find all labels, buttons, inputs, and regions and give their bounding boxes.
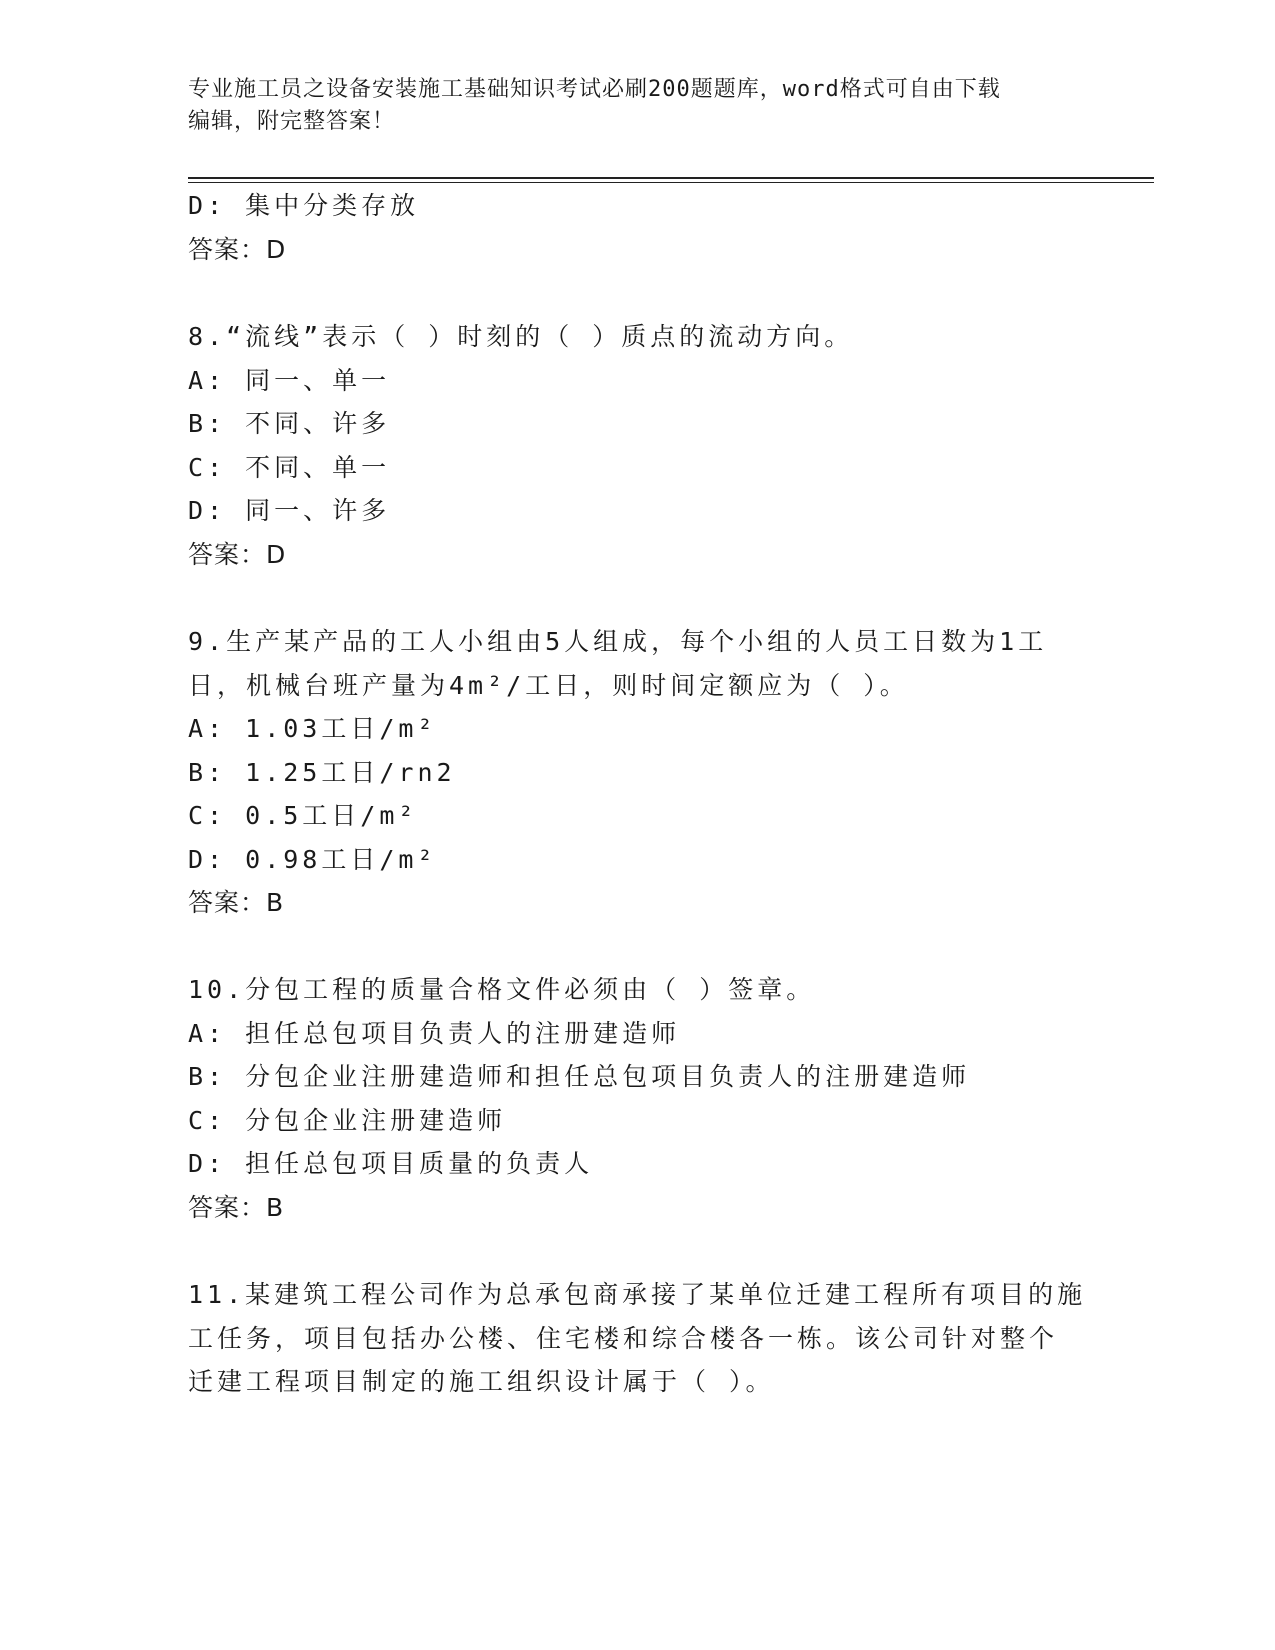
q8-stem: 8.“流线”表示（ ）时刻的（ ）质点的流动方向。 (188, 322, 854, 351)
q10-option-d: D: 担任总包项目质量的负责人 (188, 1149, 594, 1178)
q9-option-c: C: 0.5工日/m² (188, 801, 418, 830)
q10-stem: 10.分包工程的质量合格文件必须由（ ）签章。 (188, 975, 816, 1004)
q10-option-a: A: 担任总包项目负责人的注册建造师 (188, 1019, 681, 1048)
q9-option-d: D: 0.98工日/m² (188, 845, 437, 874)
q8-option-d: D: 同一、许多 (188, 496, 391, 525)
q10-answer: 答案：B (188, 1193, 285, 1222)
q9-answer: 答案：B (188, 888, 285, 917)
q10-option-c: C: 分包企业注册建造师 (188, 1106, 507, 1135)
q7-answer: 答案：D (188, 235, 287, 264)
header-line-1: 专业施工员之设备安装施工基础知识考试必刷200题题库，word格式可自由下载 (188, 77, 1001, 102)
q11-stem-line-1: 11.某建筑工程公司作为总承包商承接了某单位迁建工程所有项目的施 (188, 1280, 1087, 1309)
q8-option-c: C: 不同、单一 (188, 453, 391, 482)
q8-answer: 答案：D (188, 540, 287, 569)
q8-option-a: A: 同一、单一 (188, 366, 391, 395)
q7-option-d: D: 集中分类存放 (188, 191, 420, 220)
q10-option-b: B: 分包企业注册建造师和担任总包项目负责人的注册建造师 (188, 1062, 971, 1091)
q9-stem-line-2: 日，机械台班产量为4m²/工日，则时间定额应为（ ）。 (188, 671, 909, 700)
q9-option-b: B: 1.25工日/rn2 (188, 758, 456, 787)
q9-stem-line-1: 9.生产某产品的工人小组由5人组成，每个小组的人员工日数为1工 (188, 627, 1048, 656)
document-header (188, 74, 1088, 138)
q9-option-a: A: 1.03工日/m² (188, 714, 437, 743)
q8-option-b: B: 不同、许多 (188, 409, 391, 438)
header-divider (188, 177, 1154, 183)
q11-stem-line-2: 工任务，项目包括办公楼、住宅楼和综合楼各一栋。该公司针对整个 (188, 1324, 1059, 1353)
header-line-2: 编辑，附完整答案！ (188, 109, 396, 134)
q11-stem-line-3: 迁建工程项目制定的施工组织设计属于（ ）。 (188, 1367, 775, 1396)
